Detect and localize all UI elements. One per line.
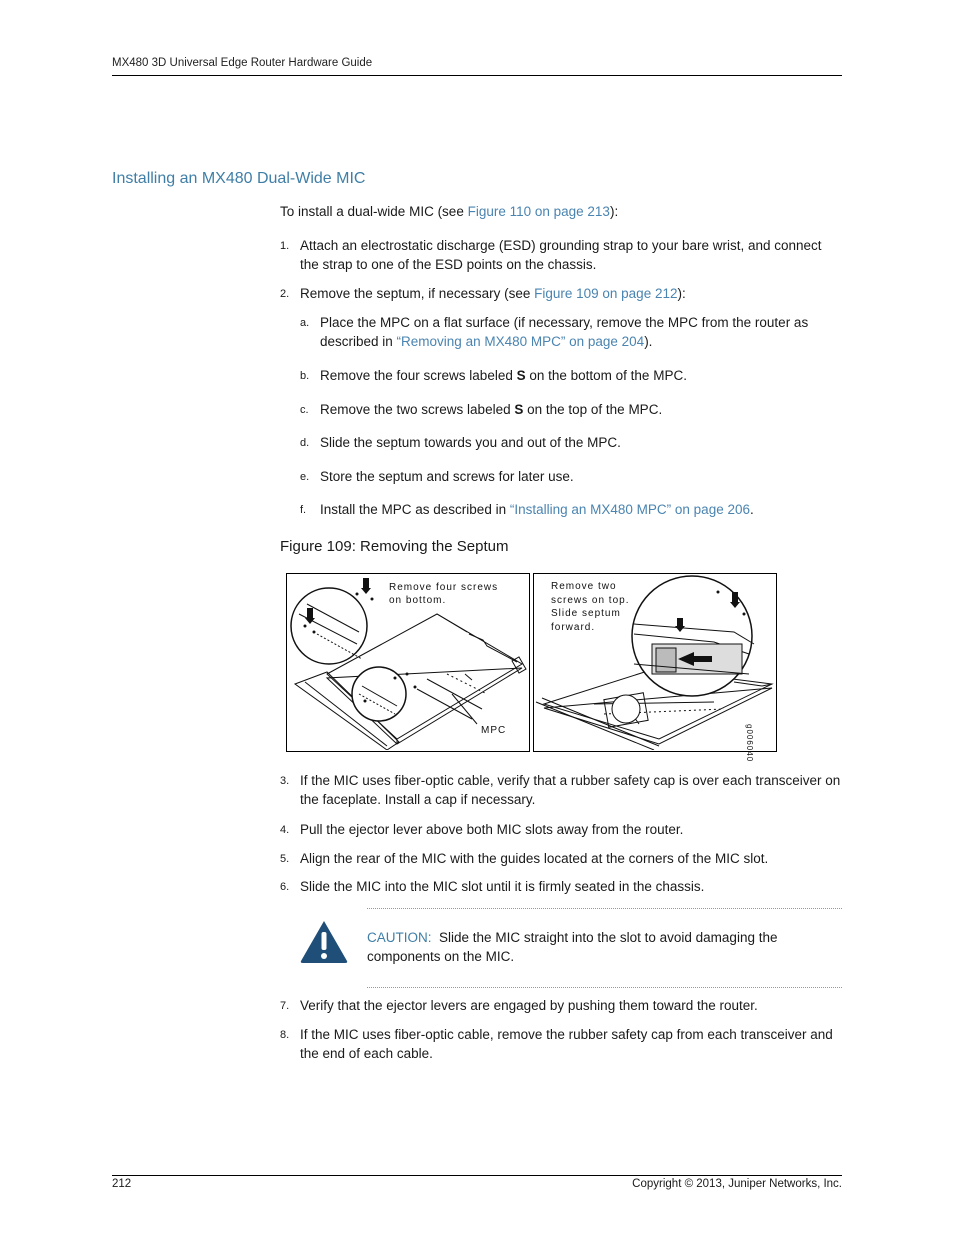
section-title: Installing an MX480 Dual-Wide MIC — [112, 170, 366, 187]
running-header: MX480 3D Universal Edge Router Hardware Guide — [112, 57, 373, 69]
step-text: Attach an electrostatic discharge (ESD) grounding strap to your bare wrist, and connect the strap to one of the ESD points on the chassis. — [300, 238, 822, 272]
step-number: 1. — [280, 240, 290, 252]
copyright-notice: Copyright © 2013, Juniper Networks, Inc. — [632, 1178, 842, 1190]
figure-label-line: on bottom. — [389, 595, 447, 606]
substep-letter: a. — [300, 317, 310, 329]
magnifier-circle — [291, 588, 367, 664]
substep-f-before: Install the MPC as described in — [320, 502, 510, 517]
intro-paragraph — [280, 202, 842, 221]
header-rule — [112, 75, 842, 76]
substep-c-before: Remove the two screws labeled — [320, 402, 515, 417]
figure-109-link[interactable]: Figure 109 on page 212 — [534, 286, 678, 301]
step-number: 8. — [280, 1029, 290, 1041]
substep-a-after: ). — [644, 334, 653, 349]
step-2-after: ): — [677, 286, 686, 301]
step-number: 7. — [280, 1000, 290, 1012]
substep-text: Store the septum and screws for later use. — [320, 469, 574, 484]
step-text: If the MIC uses fiber-optic cable, remove the rubber safety cap from each transceiver and the end of each cable. — [300, 1027, 833, 1061]
figure-110-link[interactable]: Figure 110 on page 213 — [467, 204, 610, 219]
step-2-before: Remove the septum, if necessary (see — [300, 286, 535, 301]
substep-letter: d. — [300, 437, 310, 449]
step-text: If the MIC uses fiber-optic cable, verify that a rubber safety cap is over each transceiver on the faceplate. Install a cap if necessary. — [300, 773, 841, 807]
substep-text: Slide the septum towards you and out of the MPC. — [320, 435, 621, 450]
substep-text — [320, 366, 842, 385]
substep-text — [320, 500, 842, 519]
step-text: Pull the ejector lever above both MIC slots away from the router. — [300, 822, 684, 837]
figure-label-line: Remove two — [551, 581, 617, 592]
caution-label: CAUTION: — [367, 930, 432, 945]
step-number: 2. — [280, 288, 290, 300]
caution-message: Slide the MIC straight into the slot to avoid damaging the components on the MIC. — [367, 930, 778, 964]
step-number: 3. — [280, 775, 290, 787]
substep-letter: f. — [300, 504, 307, 516]
screw-label-s: S — [516, 368, 526, 383]
step-number: 6. — [280, 881, 290, 893]
step-text: Verify that the ejector levers are engaged by pushing them toward the router. — [300, 998, 758, 1013]
footer-rule — [112, 1175, 842, 1176]
figure-caption: Figure 109: Removing the Septum — [280, 538, 509, 555]
substep-text — [320, 313, 842, 351]
substep-b-after: on the bottom of the MPC. — [525, 368, 687, 383]
intro-before: To install a dual-wide MIC (see — [280, 204, 468, 219]
removing-mpc-link[interactable]: “Removing an MX480 MPC” on page 204 — [396, 334, 645, 349]
figure-label-line: forward. — [551, 622, 596, 633]
substep-text — [320, 400, 842, 419]
step-number: 5. — [280, 853, 290, 865]
caution-bottom-divider — [367, 987, 842, 988]
caution-top-divider — [367, 908, 842, 909]
substep-f-after: . — [749, 502, 754, 517]
screw-label-s: S — [514, 402, 524, 417]
step-text: Slide the MIC into the MIC slot until it is firmly seated in the chassis. — [300, 879, 705, 894]
mpc-part-label: MPC — [481, 725, 507, 736]
figure-label-line: Remove four screws — [389, 582, 499, 593]
caution-note — [367, 928, 842, 966]
warning-triangle-icon — [299, 919, 349, 964]
intro-after: ): — [609, 204, 619, 219]
step-number: 4. — [280, 824, 290, 836]
substep-letter: c. — [300, 404, 309, 416]
figure-panel-top-screws — [533, 573, 777, 763]
installing-mpc-link[interactable]: “Installing an MX480 MPC” on page 206 — [509, 502, 750, 517]
figure-label-line: screws on top. — [551, 595, 630, 606]
substep-letter: b. — [300, 370, 310, 382]
substep-a-before: Place the MPC on a flat surface (if necessary, remove the MPC from the router as described in — [320, 315, 809, 349]
substep-b-before: Remove the four screws labeled — [320, 368, 517, 383]
step-text: Align the rear of the MIC with the guides located at the corners of the MIC slot. — [300, 851, 769, 866]
figure-panel-bottom-screws — [286, 573, 530, 752]
magnifier-circle — [352, 667, 406, 721]
substep-c-after: on the top of the MPC. — [523, 402, 663, 417]
figure-id: g006040 — [745, 724, 754, 763]
substep-letter: e. — [300, 471, 310, 483]
page-number: 212 — [112, 1178, 132, 1190]
figure-label-line: Slide septum — [551, 608, 621, 619]
step-text — [300, 284, 842, 303]
